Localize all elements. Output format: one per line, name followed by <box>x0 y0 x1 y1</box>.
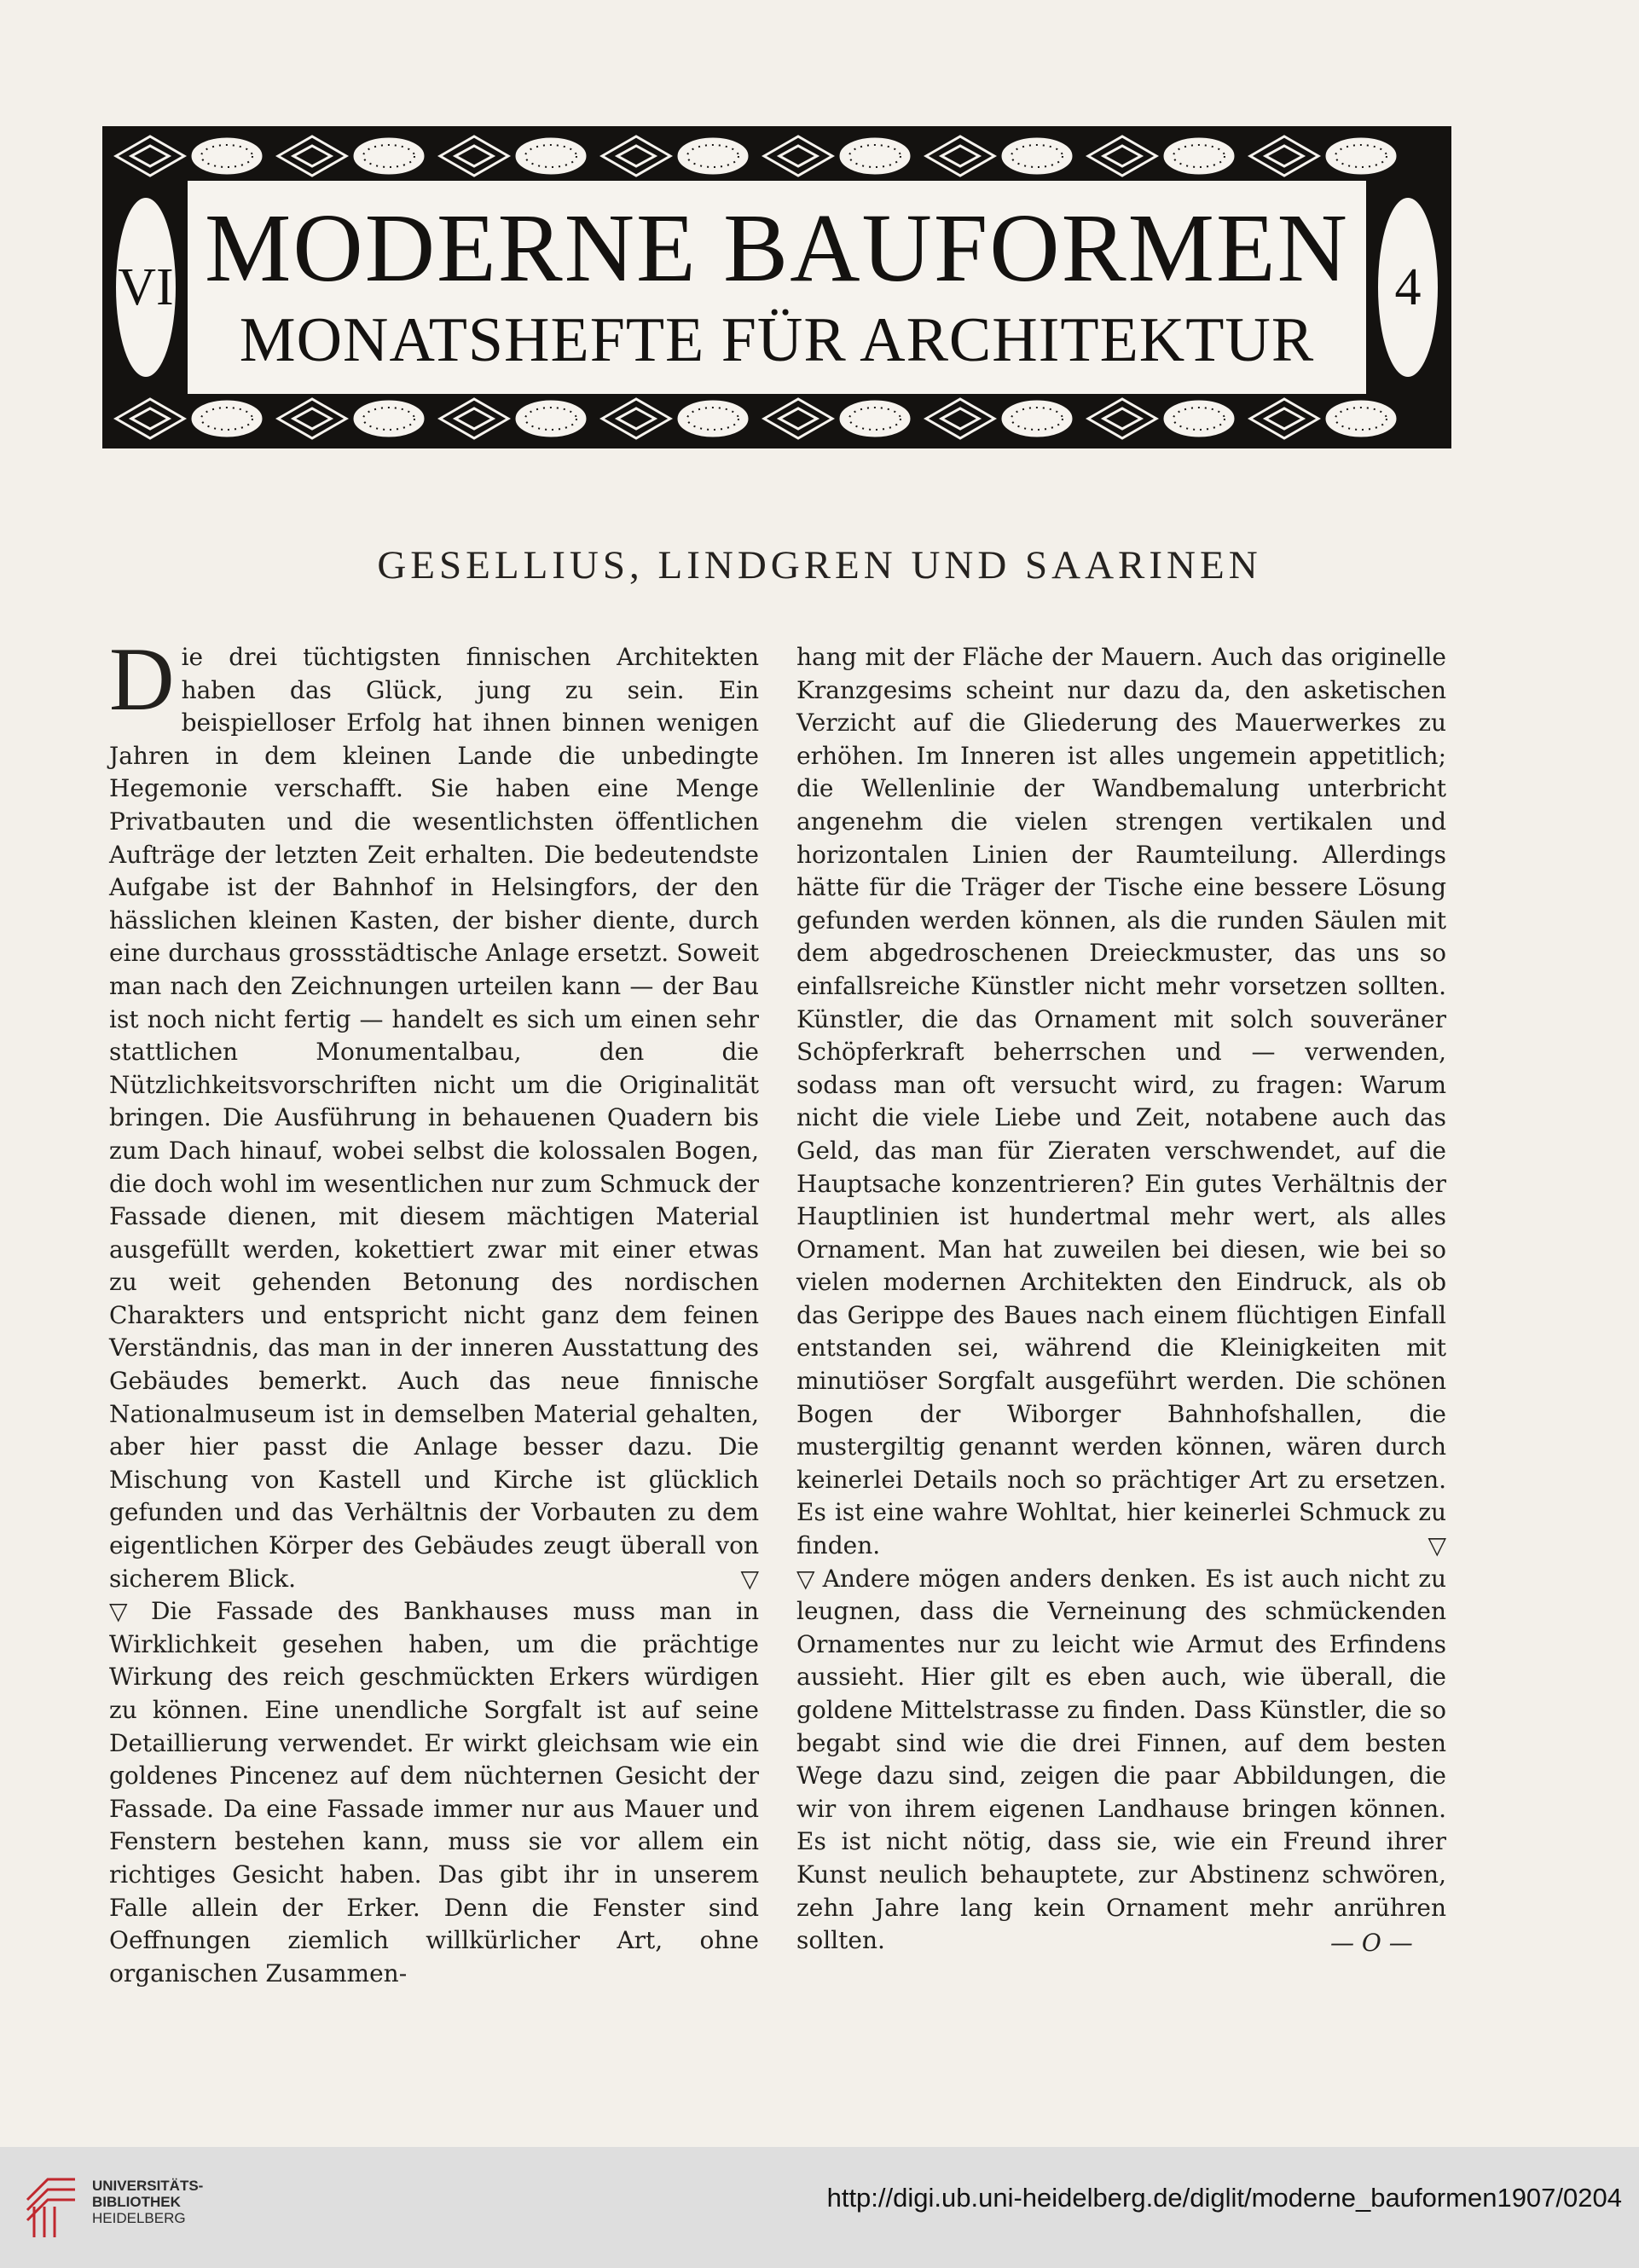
paragraph-text: Die Fassade des Bankhauses muss man in Wirklichkeit gesehen haben, um die prächtige Wirkung des reich geschmückten Erkers würdigen zu können. Eine unendliche Sorgfalt ist auf seine Detaillierung verwendet. Er wirkt gleichsam wie ein goldenes Pincenez auf dem nüchternen Gesicht der Fassade. Da eine Fassade immer nur aus Mauer und Fenstern bestehen kann, muss sie vor allem ein richtiges Gesicht haben. Das gibt ihr in unserem Falle allein der Erker. Denn die Fenster sind Oeffnungen ziemlich willkürlicher Art, ohne organischen Zusammen- <box>109 1597 759 1987</box>
paragraph-mark-icon: ▽ <box>1428 1531 1446 1560</box>
drop-cap: D <box>109 629 175 729</box>
permalink-url[interactable]: http://digi.ub.uni-heidelberg.de/diglit/moderne_bauformen1907/0204 <box>826 2183 1622 2213</box>
library-name-line: BIBLIOTHEK <box>92 2194 181 2210</box>
issue-number: 4 <box>1378 198 1438 377</box>
library-name <box>92 2178 203 2226</box>
paragraph-text: Andere mögen anders denken. Es ist auch nicht zu leugnen, dass die Verneinung des schmückenden Ornamentes nur zu leicht wie Armut des Erfindens aussieht. Hier gilt es eben auch, wie überall, die goldene Mittelstrasse zu finden. Dass Künstler, die so begabt sind wie die drei Finnen, auf dem besten Wege dazu sind, zeigen die paar Abbildungen, die wir von ihrem eigenen Landhause bringen können. Es ist nicht nötig, dass sie, wie ein Freund ihrer Kunst neulich behauptete, zur Abstinenz schwören, zehn Jahre lang kein Ornament mehr anrühren sollten. <box>796 1564 1447 1955</box>
magazine-title: MODERNE BAUFORMEN <box>205 194 1349 302</box>
magazine-subtitle: MONATSHEFTE FÜR ARCHITEKTUR <box>239 305 1315 375</box>
library-logo-icon <box>22 2166 82 2241</box>
text-column-left <box>109 629 759 1990</box>
paragraph <box>109 629 759 1595</box>
ornament-band-bottom <box>107 394 1446 443</box>
ornament-band-top <box>107 131 1446 181</box>
masthead-title-box <box>184 181 1370 394</box>
ornament-pattern-top <box>107 131 1446 181</box>
masthead <box>102 126 1451 448</box>
text-column-right <box>796 641 1446 1958</box>
library-name-line: UNIVERSITÄTS- <box>92 2178 204 2194</box>
paragraph-text: hang mit der Fläche der Mauern. Auch das originelle Kranzgesims scheint nur dazu da, den asketischen Verzicht auf die Gliederung des Mauerwerkes zu erhöhen. Im Inneren ist alles ungemein appetitlich; die Wellenlinie der Wandbemalung unterbricht angenehm die vielen strengen vertikalen und horizontalen Linien der Raumteilung. Allerdings hätte für die Träger der Tische eine bessere Lösung gefunden werden können, als die runden Säulen mit dem abgedroschenen Dreieckmuster, das uns so einfallsreiche Künstler nicht mehr vorsetzen sollten. Künstler, die das Ornament mit solch souveräner Schöpferkraft beherrschen und — verwenden, sodass man oft versucht wird, zu fragen: Warum nicht die viele Liebe und Zeit, notabene auch das Geld, das man für Zieraten verschwendet, auf die Hauptsache konzentrieren? Ein gutes Verhältnis der Hauptlinien ist hundertmal mehr wert, als alles Ornament. Man hat zuweilen bei diesen, wie bei so vielen modernen Architekten den Eindruck, als ob das Gerippe des Baues nach einem flüchtigen Einfall entstanden sei, während die Kleinigkeiten mit minutiöser Sorgfalt ausgeführt werden. Die schönen Bogen der Wiborger Bahnhofshallen, die mustergiltig genannt werden können, wären durch keinerlei Details noch so prächtiger Art zu ersetzen. Es ist eine wahre Wohltat, hier keinerlei Schmuck zu finden. <box>796 643 1446 1560</box>
volume-number: VI <box>116 198 176 377</box>
paragraph-text: ie drei tüchtigsten finnischen Architekten haben das Glück, jung zu sein. Ein beispielloser Erfolg hat ihnen binnen wenigen Jahren in dem kleinen Lande die unbedingte Hegemonie verschafft. Sie haben eine Menge Privatbauten und die wesentlichsten öffentlichen Aufträge der letzten Zeit erhalten. Die bedeutendste Aufgabe ist der Bahnhof in Helsingfors, der den hässlichen kleinen Kasten, der bisher diente, durch eine durchaus grossstädtische Anlage ersetzt. Soweit man nach den Zeichnungen urteilen kann — der Bau ist noch nicht fertig — handelt es sich um einen sehr stattlichen Monumentalbau, den die Nützlichkeitsvorschriften nicht um die Originalität bringen. Die Ausführung in behauenen Quadern bis zum Dach hinauf, wobei selbst die kolossalen Bogen, die doch wohl im wesentlichen nur zum Schmuck der Fassade dienen, mit diesem mächtigen Material ausgefüllt werden, kokettiert zwar mit einer etwas zu weit gehenden Betonung des nordischen Charakters und entspricht nicht ganz dem feinen Verständnis, das man in der inneren Ausstattung des Gebäudes bemerkt. Auch das neue finnische Nationalmuseum ist in demselben Material gehalten, aber hier passt die Anlage besser dazu. Die Mischung von Kastell und Kirche ist glücklich gefunden und das Verhältnis der Vorbauten zu dem eigentlichen Körper des Gebäudes zeugt überall von sicherem Blick. <box>109 643 759 1593</box>
paragraph-mark-icon: ▽ <box>740 1564 759 1593</box>
paragraph <box>109 1595 759 1990</box>
paragraph <box>796 1563 1446 1958</box>
paragraph <box>796 641 1446 1563</box>
paragraph-mark-icon: ▽ <box>109 1597 144 1626</box>
article-title: GESELLIUS, LINDGREN UND SAARINEN <box>377 543 1262 587</box>
end-mark: — O — <box>1330 1929 1413 1957</box>
digitization-footer <box>0 2147 1639 2268</box>
volume-panel <box>107 181 184 394</box>
issue-panel <box>1370 181 1446 394</box>
paragraph-mark-icon: ▽ <box>796 1564 816 1593</box>
library-name-line: HEIDELBERG <box>92 2210 186 2226</box>
ornament-pattern-bottom <box>107 394 1446 443</box>
